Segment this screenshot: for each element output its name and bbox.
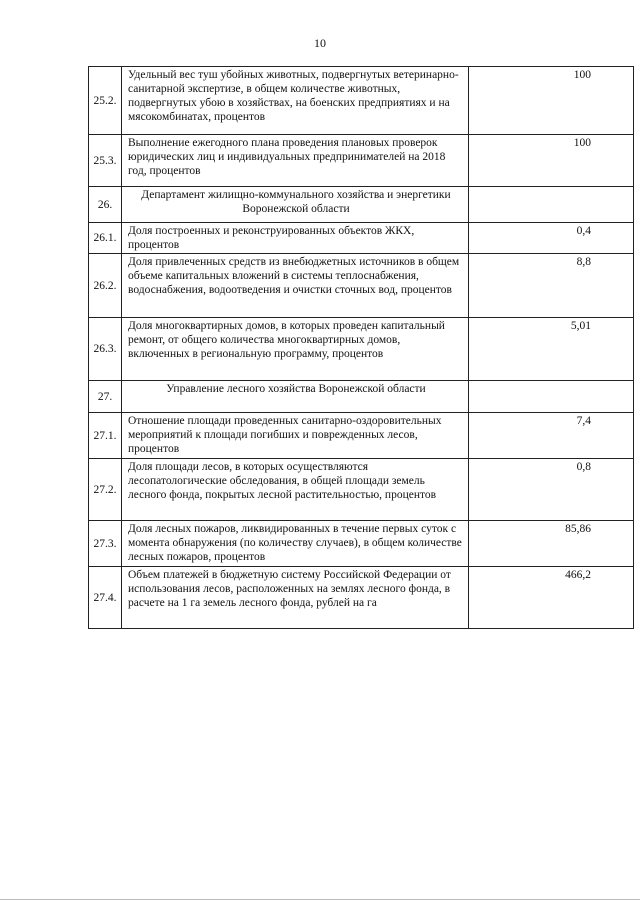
row-description: Доля построенных и реконструированных объектов ЖКХ, процентов	[122, 223, 469, 254]
table-row	[89, 318, 634, 381]
row-value: 100	[469, 135, 634, 187]
page-number: 10	[314, 36, 326, 50]
table-row	[89, 521, 634, 567]
section-number: 26.	[89, 187, 122, 223]
row-value: 5,01	[469, 318, 634, 381]
row-value	[469, 381, 634, 413]
row-description: Удельный вес туш убойных животных, подвергнутых ветеринарно-санитарной экспертизе, в общем количестве животных, подвергнутых убою в хозяйствах, на боенских предприятиях и на мясокомбинатах, процентов	[122, 67, 469, 135]
scan-edge-divider	[0, 899, 640, 900]
section-title: Управление лесного хозяйства Воронежской области	[122, 381, 469, 413]
row-number: 25.3.	[89, 135, 122, 187]
row-description: Отношение площади проведенных санитарно-оздоровительных мероприятий к площади погибших и поврежденных лесов, процентов	[122, 413, 469, 459]
row-description: Доля многоквартирных домов, в которых проведен капитальный ремонт, от общего количества многоквартирных домов, включенных в региональную программу, процентов	[122, 318, 469, 381]
row-description: Доля лесных пожаров, ликвидированных в течение первых суток с момента обнаружения (по количеству случаев), в общем количестве лесных пожаров, процентов	[122, 521, 469, 567]
row-value: 466,2	[469, 567, 634, 629]
row-description: Объем платежей в бюджетную систему Российской Федерации от использования лесов, расположенных на землях лесного фонда, в расчете на 1 га земель лесного фонда, рублей на га	[122, 567, 469, 629]
section-row	[89, 381, 634, 413]
row-number: 27.4.	[89, 567, 122, 629]
row-value: 0,4	[469, 223, 634, 254]
row-value: 100	[469, 67, 634, 135]
table-row	[89, 254, 634, 318]
section-row	[89, 187, 634, 223]
row-number: 27.1.	[89, 413, 122, 459]
row-number: 27.3.	[89, 521, 122, 567]
table-row	[89, 135, 634, 187]
row-value: 0,8	[469, 459, 634, 521]
row-number: 25.2.	[89, 67, 122, 135]
row-value	[469, 187, 634, 223]
row-description: Доля привлеченных средств из внебюджетных источников в общем объеме капитальных вложений в системы теплоснабжения, водоснабжения, водоотведения и очистки сточных вод, процентов	[122, 254, 469, 318]
row-description: Выполнение ежегодного плана проведения плановых проверок юридических лиц и индивидуальных предпринимателей на 2018 год, процентов	[122, 135, 469, 187]
section-title: Департамент жилищно-коммунального хозяйства и энергетики Воронежской области	[122, 187, 469, 223]
table-row	[89, 413, 634, 459]
table-row	[89, 459, 634, 521]
table-row	[89, 67, 634, 135]
table-row	[89, 223, 634, 254]
table-row	[89, 567, 634, 629]
row-number: 26.2.	[89, 254, 122, 318]
row-number: 27.2.	[89, 459, 122, 521]
row-value: 8,8	[469, 254, 634, 318]
section-number: 27.	[89, 381, 122, 413]
indicators-table	[88, 66, 634, 629]
row-value: 7,4	[469, 413, 634, 459]
row-description: Доля площади лесов, в которых осуществляются лесопатологические обследования, в общей площади земель лесного фонда, покрытых лесной растительностью, процентов	[122, 459, 469, 521]
row-value: 85,86	[469, 521, 634, 567]
row-number: 26.1.	[89, 223, 122, 254]
row-number: 26.3.	[89, 318, 122, 381]
